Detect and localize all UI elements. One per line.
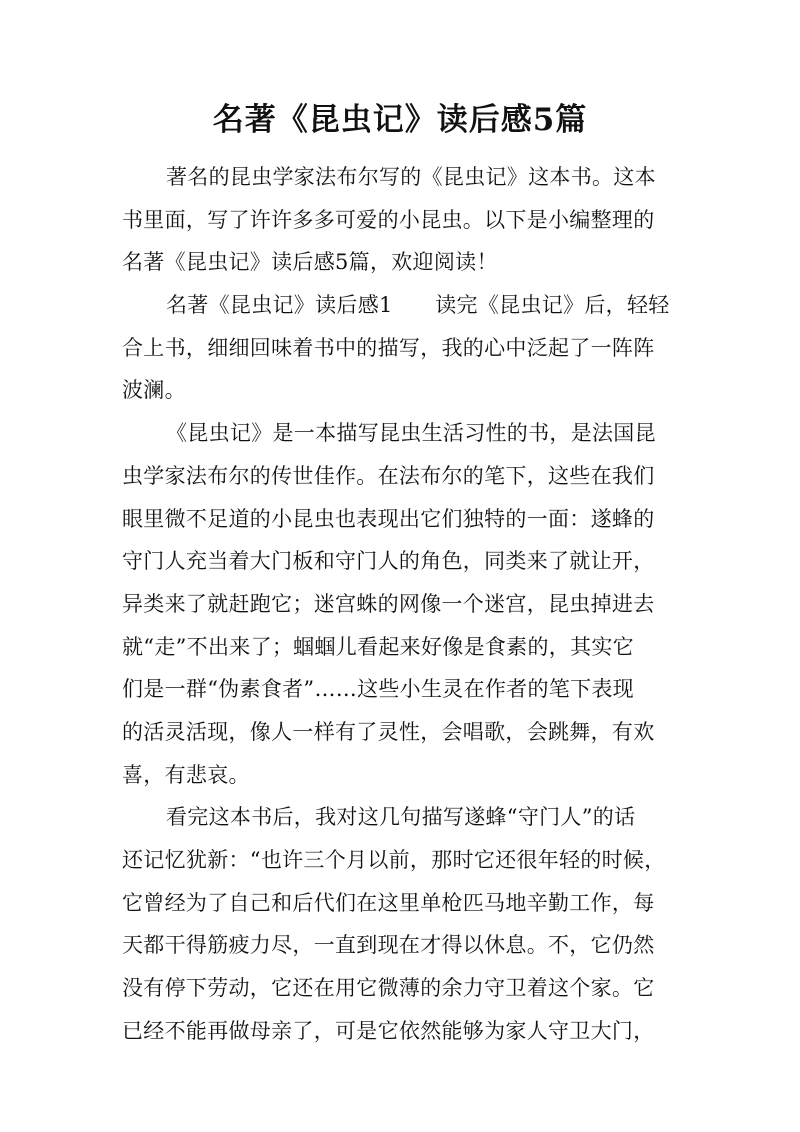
text-line: 没有停下劳动，它还在用它微薄的余力守卫着这个家。它 bbox=[122, 976, 655, 1001]
text-line: 异类来了就赶跑它；迷宫蛛的网像一个迷宫，昆虫掉进去 bbox=[122, 591, 655, 616]
text-line: 们是一群“伪素食者”……这些小生灵在作者的笔下表现 bbox=[122, 677, 634, 702]
document-title: 名著《昆虫记》读后感5篇 bbox=[212, 102, 588, 138]
paragraph bbox=[122, 284, 682, 412]
paragraph bbox=[122, 796, 682, 1052]
text-line: 眼里微不足道的小昆虫也表现出它们独特的一面：遂蜂的 bbox=[122, 506, 655, 531]
text-line: 还记忆犹新：“也许三个月以前，那时它还很年轻的时候， bbox=[122, 848, 666, 872]
text-line: 守门人充当着大门板和守门人的角色，同类来了就让开， bbox=[122, 549, 655, 574]
text-line: 书里面，写了许许多多可爱的小昆虫。以下是小编整理的 bbox=[122, 207, 655, 232]
text-line: 它曾经为了自己和后代们在这里单枪匹马地辛勤工作，每 bbox=[122, 890, 655, 915]
text-line: 名著《昆虫记》读后感5篇，欢迎阅读！ bbox=[122, 250, 498, 275]
text-line: 天都干得筋疲力尽，一直到现在才得以休息。不，它仍然 bbox=[122, 933, 655, 958]
text-line: 已经不能再做母亲了，可是它依然能够为家人守卫大门， bbox=[122, 1018, 655, 1043]
text-line: 合上书，细细回味着书中的描写，我的心中泛起了一阵阵 bbox=[122, 335, 655, 360]
text-line: 《昆虫记》是一本描写昆虫生活习性的书，是法国昆 bbox=[166, 421, 656, 446]
document-body bbox=[122, 156, 682, 1052]
text-line: 的活灵活现，像人一样有了灵性，会唱歌，会跳舞，有欢 bbox=[122, 719, 655, 744]
text-line: 喜，有悲哀。 bbox=[122, 762, 250, 787]
text-line: 名著《昆虫记》读后感1 读完《昆虫记》后，轻轻 bbox=[166, 293, 670, 318]
paragraph bbox=[122, 156, 682, 284]
paragraph bbox=[122, 412, 682, 796]
text-line: 虫学家法布尔的传世佳作。在法布尔的笔下，这些在我们 bbox=[122, 463, 655, 488]
text-line: 波澜。 bbox=[122, 378, 186, 403]
text-line: 著名的昆虫学家法布尔写的《昆虫记》这本书。这本 bbox=[166, 165, 656, 189]
text-line: 看完这本书后，我对这几句描写遂蜂“守门人”的话 bbox=[166, 805, 636, 830]
text-line: 就“走”不出来了；蝈蝈儿看起来好像是食素的，其实它 bbox=[122, 634, 634, 659]
